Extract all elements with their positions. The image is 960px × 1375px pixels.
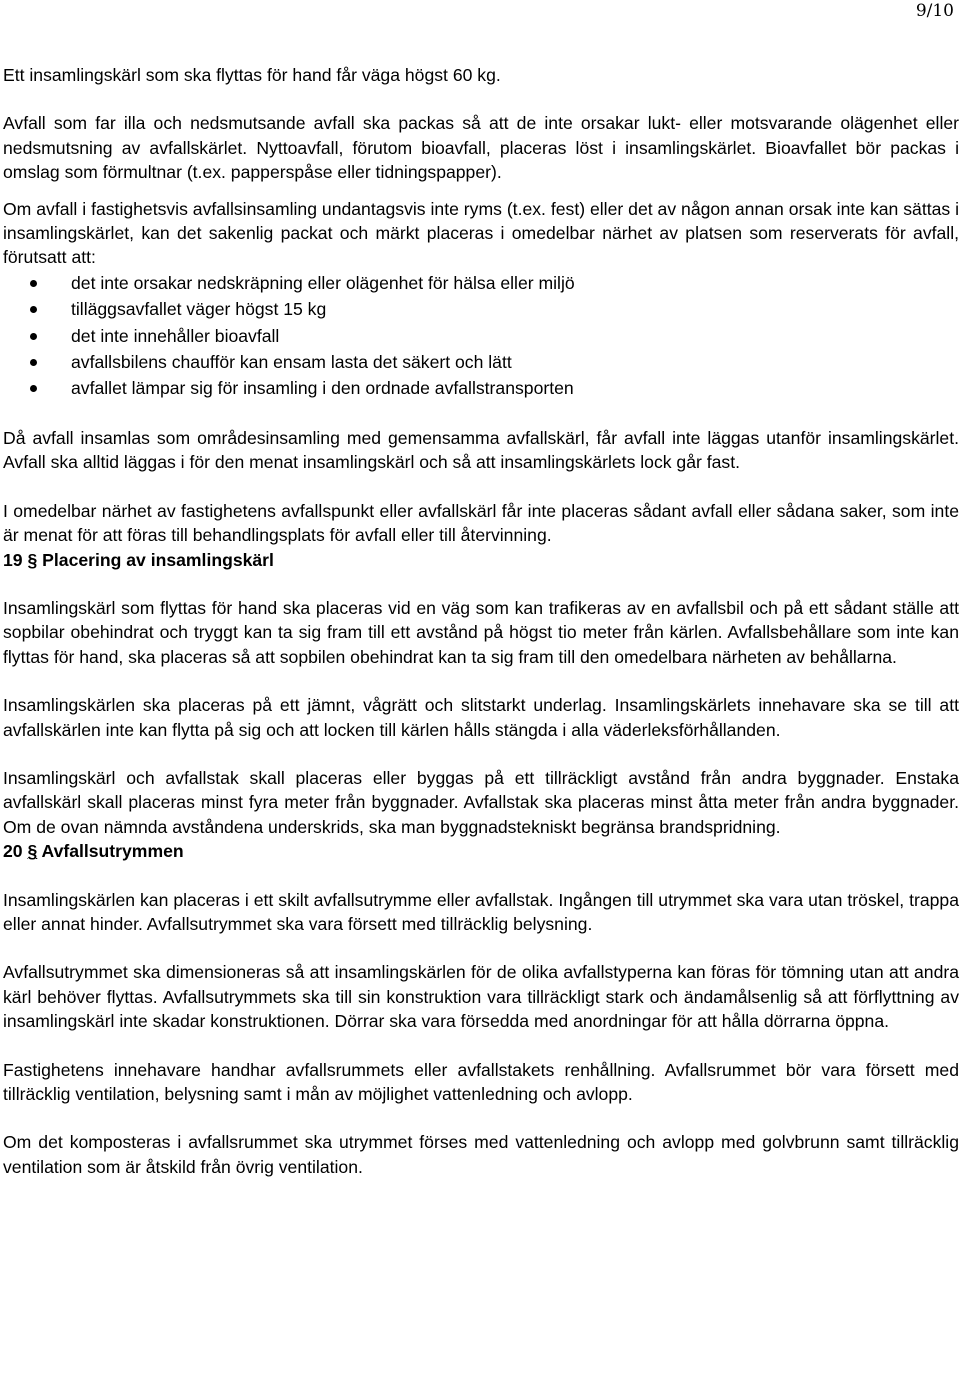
list-item-text: avfallet lämpar sig för insamling i den ordnade avfallstransporten bbox=[71, 378, 574, 399]
paragraph-packaging: Avfall som far illa och nedsmutsande avfall ska packas så att de inte orsakar lukt- eller motsvarande olägenhet eller nedsmutsning av avfallskärlet. Nyttoavfall, förutom bioavfall, placeras löst i insamlingskärlet. Bioavfallet bör packas i omslag som förmultnar (t.ex. papperspåse eller tidningspapper). bbox=[3, 113, 959, 183]
bullet-icon bbox=[30, 280, 37, 287]
list-item bbox=[3, 375, 959, 401]
paragraph-exceptions: Om avfall i fastighetsvis avfallsinsamling undantagsvis inte ryms (t.ex. fest) eller det av någon annan orsak inte kan sättas i insamlingskärlet, kan det sakenlig packat och märkt placeras i omedelbar närhet av platsen som reserverats för avfall, förutsatt att: bbox=[3, 198, 959, 268]
paragraph-area-collection: Då avfall insamlas som områdesinsamling med gemensamma avfallskärl, får avfall inte läggas utanför insamlingskärlet. Avfall ska alltid läggas i för den menat insamlingskärl och så att insamlingskärlets lock går fast. bbox=[3, 427, 959, 473]
section-heading-19 bbox=[3, 548, 959, 572]
paragraph-placement-surface: Insamlingskärlen ska placeras på ett jämnt, vågrätt och slitstarkt underlag. Insamlingskärlets innehavare ska se till att avfallskärlen inte kan flytta på sig och att locken till kärlen hålls stängda i alla väderleksförhållanden. bbox=[3, 695, 959, 740]
list-item-text: avfallsbilens chaufför kan ensam lasta det säkert och lätt bbox=[71, 352, 512, 373]
bullet-icon bbox=[30, 385, 37, 392]
paragraph-weight-limit: Ett insamlingskärl som ska flyttas för hand får väga högst 60 kg. bbox=[3, 65, 501, 85]
condition-list bbox=[3, 270, 959, 402]
paragraph-fire-distance: Insamlingskärl och avfallstak skall placeras eller byggas på ett tillräckligt avstånd från andra byggnader. Enstaka avfallskärl skall placeras minst fyra meter från byggnader. Avfallstak ska placeras minst åtta meter från andra byggnader. Om de ovan nämnda avståndena underskrids, ska man byggnadstekniskt begränsa brandspridning. bbox=[3, 767, 959, 837]
list-item bbox=[3, 296, 959, 322]
section-heading-20 bbox=[3, 839, 959, 863]
paragraph-nearby-placement: I omedelbar närhet av fastighetens avfallspunkt eller avfallskärl får inte placeras sådant avfall eller sådana saker, som inte är menat för att föras till behandlingsplats för avfall eller till återvinning. bbox=[3, 500, 959, 546]
section-symbol: § bbox=[27, 841, 38, 862]
list-item bbox=[3, 323, 959, 349]
section-title: Avfallsutrymmen bbox=[41, 841, 184, 862]
bullet-icon bbox=[30, 359, 37, 366]
paragraph-waste-room-cleaning: Fastighetens innehavare handhar avfallsrummets eller avfallstakets renhållning. Avfallsrummet bör vara försett med tillräcklig ventilation, belysning samt i mån av möjlighet vattenledning och avlopp. bbox=[3, 1059, 959, 1104]
bullet-icon bbox=[30, 333, 37, 340]
section-title: Placering av insamlingskärl bbox=[42, 549, 274, 570]
document-body bbox=[3, 63, 959, 1179]
paragraph-waste-room-dimensions: Avfallsutrymmet ska dimensioneras så att insamlingskärlen för de olika avfallstyperna kan föras för tömning utan att andra kärl behöver flyttas. Avfallsutrymmets ska till sin konstruktion vara tillräckligt stark och ändamålsenlig så att förflyttning av insamlingskärl inte skadar konstruktionen. Dörrar ska vara försedda med anordningar för att hålla dörrarna öppna. bbox=[3, 962, 959, 1032]
page-number: 9/10 bbox=[915, 1, 954, 21]
paragraph-placement-road: Insamlingskärl som flyttas för hand ska placeras vid en väg som kan trafikeras av en avfallsbil och på ett sådant ställe att sopbilar obehindrat och tryggt kan ta sig fram till ett avstånd på högst tio meter från kärlen. Avfallsbehållare som inte kan flyttas för hand, ska placeras så att sopbilen obehindrat kan ta sig fram till den omedelbara närheten av behållarna. bbox=[3, 597, 959, 667]
section-number: 20 bbox=[3, 841, 23, 862]
list-item bbox=[3, 270, 959, 296]
paragraph-composting: Om det komposteras i avfallsrummet ska utrymmet förses med vattenledning och avlopp med golvbrunn samt tillräcklig ventilation som är åtskild från övrig ventilation. bbox=[3, 1132, 959, 1177]
section-number: 19 bbox=[3, 549, 23, 570]
list-item bbox=[3, 349, 959, 375]
paragraph-waste-room-access: Insamlingskärlen kan placeras i ett skilt avfallsutrymme eller avfallstak. Ingången till utrymmet ska vara utan tröskel, trappa eller annat hinder. Avfallsutrymmet ska vara försett med tillräcklig belysning. bbox=[3, 889, 959, 934]
bullet-icon bbox=[30, 306, 37, 313]
list-item-text: tilläggsavfallet väger högst 15 kg bbox=[71, 299, 327, 320]
list-item-text: det inte innehåller bioavfall bbox=[71, 325, 280, 346]
section-symbol: § bbox=[27, 549, 38, 570]
list-item-text: det inte orsakar nedskräpning eller olägenhet för hälsa eller miljö bbox=[71, 272, 575, 293]
